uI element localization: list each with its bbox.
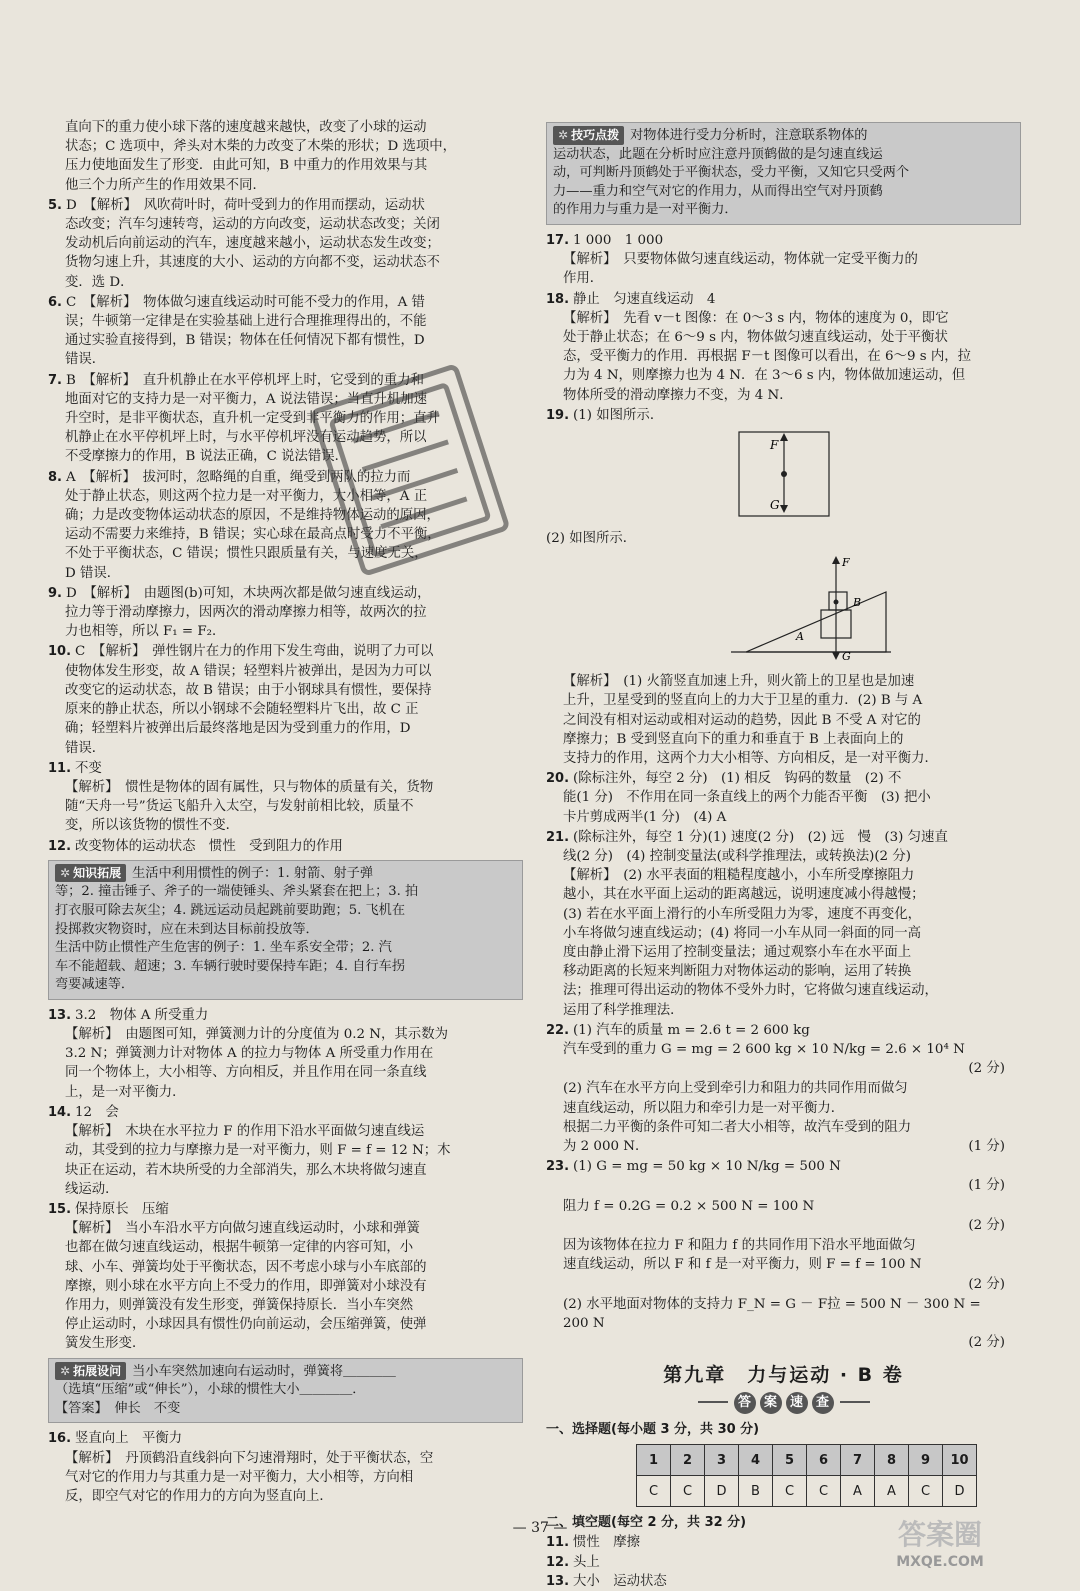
table-header-cell: 3 <box>705 1445 739 1476</box>
tip-line: 的作用力与重力是一对平衡力． <box>553 202 738 218</box>
tip-tag: ✲ 技巧点拨 <box>553 126 624 145</box>
answer-line: 直向下的重力使小球下落的速度越来越快，改变了小球的运动 <box>65 120 427 135</box>
watermark-url: MXQE.COM <box>896 1554 984 1570</box>
banner-dash <box>840 1401 870 1403</box>
answer-line: 【解析】 惯性是物体的固有属性，只与物体的质量有关，货物 <box>65 779 434 795</box>
answer-line: 块正在运动，若木块所受的力全部消失，那么木块将做匀速直 <box>65 1162 427 1178</box>
answer-line: 摩擦力；B 受到竖直向下的重力和垂直于 B 上表面向上的 <box>563 731 904 747</box>
answer-line: 9. D 【解析】 由题图(b)可知，木块两次都是做匀速直线运动， <box>48 585 431 601</box>
answer-line: 物体所受的滑动摩擦力不变，为 4 N． <box>563 387 793 403</box>
answer-item <box>546 1157 1021 1195</box>
star-icon: ✲ <box>60 865 71 880</box>
question-number: 13. <box>546 1573 570 1589</box>
table-header-cell: 1 <box>637 1445 671 1476</box>
answer-item <box>48 642 523 757</box>
tip-line: 打衣服可除去灰尘；4. 跳远运动员起跳前要助跑；5. 飞机在 <box>55 902 406 918</box>
answer-line: 通过实验直接得到，B 错误；物体在任何情况下都有惯性，D <box>65 333 425 349</box>
answer-line: 原来的静止状态，所以小钢球不会随轻塑料片飞出，故 C 正 <box>65 702 419 718</box>
answer-line: 动，其受到的拉力与摩擦力是一对平衡力，则 F = f = 12 N；木 <box>65 1143 451 1159</box>
answer-line: 停止运动时，小球因具有惯性仍向前运动，会压缩弹簧，使弹 <box>65 1317 427 1333</box>
svg-text:B: B <box>853 596 862 610</box>
answer-line: 汽车受到的重力 G = mg = 2 600 kg × 10 N/kg = 2.6 × 10⁴ N <box>563 1042 965 1058</box>
answer-line: 力为 4 N，则摩擦力也为 4 N．在 3～6 s 内，物体做加速运动，但 <box>563 368 966 384</box>
right-column <box>546 118 1021 1591</box>
answer-line: 能(1 分) 不作用在同一条直线上的两个力能否平衡 (3) 把小 <box>563 790 931 806</box>
answer-line: 6. C 【解析】 物体做匀速直线运动时可能不受力的作用，A 错 <box>48 294 425 310</box>
tip-line: 投掷救灾物资时，应在未到达目标前投放等． <box>55 921 319 937</box>
answer-table <box>636 1444 977 1507</box>
question-number: 17. <box>546 232 570 248</box>
tip-box <box>48 1358 523 1424</box>
answer-line: 力也相等，所以 F₁ = F₂． <box>65 624 226 640</box>
tip-line: ✲ 技巧点拨 对物体进行受力分析时，注意联系物体的 <box>553 126 1014 146</box>
answer-line: 【解析】 先看 v－t 图像：在 0～3 s 内，物体的速度为 0，即它 <box>563 310 949 326</box>
force-diagram-2 <box>546 552 1021 668</box>
question-number: 11. <box>48 760 72 776</box>
question-number: 5. <box>48 197 62 213</box>
answer-line: 也都在做匀速直线运动，根据牛顿第一定律的内容可知，小 <box>65 1240 414 1256</box>
fill-answer: 12. 头上 <box>546 1554 600 1570</box>
tip-line: （选填“压缩”或“伸长”），小球的惯性大小＿＿＿＿． <box>55 1382 366 1398</box>
tip-line: 运动状态，此题在分析时应注意丹顶鹤做的是匀速直线运 <box>553 146 883 162</box>
answer-item <box>48 759 523 836</box>
answer-line: 处于静止状态，则这两个拉力是一对平衡力，大小相等，A 正 <box>65 488 428 504</box>
answer-line: D 错误． <box>65 565 121 581</box>
answer-line: 17. 1 000 1 000 <box>546 232 664 248</box>
tip-box <box>48 860 523 1000</box>
question-number: 23. <box>546 1159 570 1175</box>
answer-line: 【解析】 丹顶鹤沿直线斜向下匀速滑翔时，处于平衡状态，空 <box>65 1450 434 1466</box>
answer-line: 【解析】 当小车沿水平方向做匀速直线运动时，小球和弹簧 <box>65 1221 420 1237</box>
svg-text:F: F <box>842 556 850 570</box>
tip-tag: ✲ 知识拓展 <box>55 864 126 883</box>
score-note: (1 分) <box>968 1139 1005 1155</box>
question-number: 15. <box>48 1201 72 1217</box>
section-title: 第九章 力与运动 · B 卷 <box>663 1364 904 1387</box>
answer-line: 22. (1) 汽车的质量 m = 2.6 t = 2 600 kg <box>546 1022 810 1038</box>
answer-line: 发动机后向前运动的汽车，速度越来越小，运动状态发生改变； <box>65 236 440 252</box>
figure-caption: (2) 如图所示． <box>546 531 637 546</box>
answer-line: 态改变；汽车匀速转弯，运动的方向改变，运动状态改变；关闭 <box>65 217 440 233</box>
answer-line: 球、小车、弹簧均处于平衡状态，因不考虑小球与小车底部的 <box>65 1259 427 1275</box>
answer-item <box>48 1103 523 1199</box>
answer-line: 使物体发生形变，故 A 错误；轻塑料片被弹出，是因为力可以 <box>65 663 432 679</box>
score-note: (2 分) <box>968 1335 1005 1351</box>
answer-line: 13. 3.2 物体 A 所受重力 <box>48 1007 209 1023</box>
fill-answer: 11. 惯性 摩擦 <box>546 1535 640 1551</box>
question-number: 6. <box>48 294 62 310</box>
answer-line: 运动不需要力来维持，B 错误；实心球在最高点时受力不平衡， <box>65 527 441 543</box>
table-header-cell: 9 <box>909 1445 943 1476</box>
score-note: (1 分) <box>968 1178 1005 1194</box>
table-header-cell: 2 <box>671 1445 705 1476</box>
svg-text:G: G <box>842 650 851 664</box>
table-cell: C <box>807 1476 841 1507</box>
answer-item <box>48 1429 523 1506</box>
table-header-row <box>637 1445 977 1476</box>
answer-item <box>546 672 1021 768</box>
answer-item <box>48 118 523 195</box>
question-number: 12. <box>546 1554 570 1570</box>
answer-line: 因为该物体在拉力 F 和阻力 f 的共同作用下沿水平地面做匀 <box>563 1238 916 1254</box>
left-column <box>48 118 523 1507</box>
answer-line: (2) 汽车在水平方向上受到牵引力和阻力的共同作用而做匀 <box>563 1081 908 1097</box>
answer-line: 卡片剪成两半(1 分) (4) A <box>563 809 727 825</box>
choice-heading: 一、选择题(每小题 3 分，共 30 分) <box>546 1422 760 1438</box>
answer-line: 度由静止滑下运用了控制变量法；通过观察小车在水平面上 <box>563 945 912 961</box>
answer-line: 法；推理可得出运动的物体不受外力时，它将做匀速直线运动， <box>563 983 938 999</box>
site-watermark-logo <box>840 1512 1040 1572</box>
answer-line: 16. 竖直向上 平衡力 <box>48 1431 183 1447</box>
answer-line: 货物匀速上升，其速度的大小、运动的方向都不变，运动状态不 <box>65 255 440 271</box>
table-cell: C <box>637 1476 671 1507</box>
table-cell: D <box>705 1476 739 1507</box>
answer-line: 拉力等于滑动摩擦力，因两次的滑动摩擦力相等，故两次的拉 <box>65 605 427 621</box>
answer-item <box>48 584 523 642</box>
table-header-cell: 8 <box>875 1445 909 1476</box>
question-number: 13. <box>48 1007 72 1023</box>
answer-line: 18. 静止 匀速直线运动 4 <box>546 291 716 307</box>
score-note: (2 分) <box>968 1276 1005 1292</box>
answer-item <box>546 231 1021 289</box>
banner-char: 查 <box>812 1392 834 1414</box>
answer-line: (3) 若在水平面上滑行的小车所受阻力为零，速度不再变化， <box>563 906 921 922</box>
answer-line: 确；力是改变物体运动状态的原因，不是维持物体运动的原因， <box>65 508 440 524</box>
answer-line: 变，所以该货物的惯性不变． <box>65 818 240 834</box>
tip-line: ✲ 拓展设问 当小车突然加速向右运动时，弹簧将＿＿＿＿ <box>55 1362 516 1382</box>
answer-line: 11. 不变 <box>48 760 102 776</box>
answer-line: 移动距离的长短来判断阻力对物体运动的影响，运用了转换 <box>563 964 912 980</box>
banner-char: 答 <box>734 1392 756 1414</box>
answer-line: 之间没有相对运动或相对运动的趋势，因此 B 不受 A 对它的 <box>563 712 921 728</box>
star-icon: ✲ <box>60 1363 71 1378</box>
table-cell: A <box>841 1476 875 1507</box>
answer-line: 同一个物体上，大小相等、方向相反，并且作用在同一条直线 <box>65 1065 427 1081</box>
force-diagram-1 <box>546 429 1021 525</box>
answer-line: 压力使地面发生了形变．由此可知，B 中重力的作用效果与其 <box>65 158 428 174</box>
tip-line: 弯要减速等． <box>55 977 135 993</box>
question-number: 12. <box>48 838 72 854</box>
question-number: 16. <box>48 1431 72 1447</box>
answer-item <box>546 1079 1021 1156</box>
tip-line: 等；2. 撞击锤子、斧子的一端使锤头、斧头紧套在把上；3. 拍 <box>55 884 419 900</box>
question-number: 22. <box>546 1022 570 1038</box>
answer-line: 不受摩擦力的作用，B 说法正确，C 说法错误． <box>65 449 349 465</box>
answer-line: 5. D 【解析】 风吹荷叶时，荷叶受到力的作用而摆动，运动状 <box>48 197 425 213</box>
answer-line: 19. (1) 如图所示． <box>546 407 664 423</box>
answer-line: 反，即空气对它的作用力的方向为竖直向上． <box>65 1488 333 1504</box>
answer-line: 20. (除标注外，每空 2 分) (1) 相反 钩码的数量 (2) 不 <box>546 771 902 787</box>
stamp-mark <box>305 355 515 585</box>
answer-item <box>546 406 1021 425</box>
tip-line: 力——重力和空气对它的作用力，从而得出空气对丹顶鹤 <box>553 183 883 199</box>
tip-line: 生活中防止惯性产生危害的例子：1. 坐车系安全带；2. 汽 <box>55 940 392 956</box>
table-header-cell: 4 <box>739 1445 773 1476</box>
answer-line: 错误． <box>65 740 106 756</box>
answer-line: 簧发生形变． <box>65 1336 146 1352</box>
table-cell: A <box>875 1476 909 1507</box>
answer-line: 10. C 【解析】 弹性钢片在力的作用下发生弯曲，说明了力可以 <box>48 644 434 660</box>
question-number: 19. <box>546 407 570 423</box>
answer-line: 误；牛顿第一定律是在实验基础上进行合理推理得出的，不能 <box>65 314 427 330</box>
answer-line: 线运动． <box>65 1181 119 1197</box>
question-number: 18. <box>546 291 570 307</box>
answer-item <box>546 290 1021 405</box>
answer-line: 15. 保持原长 压缩 <box>48 1201 169 1217</box>
tip-tag: ✲ 拓展设问 <box>55 1362 126 1381</box>
tip-line: ✲ 知识拓展 生活中利用惯性的例子：1. 射箭、射子弹 <box>55 864 516 884</box>
answer-line: 速直线运动，所以 F 和 f 是一对平衡力，则 F = f = 100 N <box>563 1257 922 1273</box>
svg-text:A: A <box>796 630 804 644</box>
question-number: 7. <box>48 372 62 388</box>
answer-line: 【解析】 只要物体做匀速直线运动，物体就一定受平衡力的 <box>563 252 918 268</box>
answer-line: 【解析】 (1) 火箭竖直加速上升，则火箭上的卫星也是加速 <box>563 674 915 690</box>
answer-line: 【解析】 (2) 水平表面的粗糙程度越小，小车所受摩擦阻力 <box>563 868 915 884</box>
score-note: (2 分) <box>968 1217 1005 1233</box>
star-icon: ✲ <box>558 128 569 142</box>
table-header-cell: 6 <box>807 1445 841 1476</box>
answer-line: 14. 12 会 <box>48 1104 119 1120</box>
answer-item <box>546 1295 1021 1353</box>
answer-line: 作用． <box>563 271 604 287</box>
answer-line: 【解析】 木块在水平拉力 F 的作用下沿水平面做匀速直线运 <box>65 1124 425 1140</box>
fill-heading: 二、填空题(每空 2 分，共 32 分) <box>546 1515 747 1531</box>
answer-item <box>48 1200 523 1354</box>
answer-line: 运用了科学推理法． <box>563 1002 684 1018</box>
answer-line: 为 2 000 N． (1 分) <box>546 1137 1021 1156</box>
answer-line: 7. B 【解析】 直升机静止在水平停机坪上时，它受到的重力和 <box>48 372 424 388</box>
answer-line: 气对它的作用力与其重力是一对平衡力，大小相等，方向相 <box>65 1469 414 1485</box>
answer-item <box>48 196 523 292</box>
answer-line: 8. A 【解析】 拔河时，忽略绳的自重，绳受到两队的拉力而 <box>48 469 411 485</box>
answer-line: 不处于平衡状态，C 错误；惯性只跟质量有关，与速度无关， <box>65 546 428 562</box>
answer-line: 21. (除标注外，每空 1 分)(1) 速度(2 分) (2) 远 慢 (3) 匀速直 <box>546 829 948 845</box>
answer-line: 23. (1) G = mg = 50 kg × 10 N/kg = 500 N <box>546 1159 841 1175</box>
answer-line: 处于静止状态；在 6～9 s 内，物体做匀速直线运动，处于平衡状 <box>563 329 948 345</box>
answer-item <box>546 1021 1021 1079</box>
answer-line: 地面对它的支持力是一对平衡力，A 说法错误；当直升机加速 <box>65 391 428 407</box>
answer-line: 摩擦，则小球在水平方向上不受力的作用，即弹簧对小球没有 <box>65 1278 427 1294</box>
answer-line: 上，是一对平衡力． <box>65 1084 186 1100</box>
tip-line: 车不能超载、超速；3. 车辆行驶时要保持车距；4. 自行车拐 <box>55 958 406 974</box>
question-number: 14. <box>48 1104 72 1120</box>
answer-line: 12. 改变物体的运动状态 惯性 受到阻力的作用 <box>48 838 343 854</box>
answer-line: 态，受平衡力的作用．再根据 F－t 图像可以看出，在 6～9 s 内，拉 <box>563 349 972 365</box>
watermark-text: 答案圈 <box>897 1518 983 1551</box>
answer-line: 上升，卫星受到的竖直向上的力大于卫星的重力．(2) B 与 A <box>563 693 923 709</box>
question-number: 11. <box>546 1535 570 1551</box>
answer-item <box>546 828 1021 1020</box>
answer-item <box>48 1006 523 1102</box>
answer-line: 3.2 N；弹簧测力计对物体 A 的拉力与物体 A 所受重力作用在 <box>65 1046 434 1062</box>
table-cell: C <box>773 1476 807 1507</box>
answer-item <box>546 1236 1021 1294</box>
answer-line: 他三个力所产生的作用效果不同． <box>65 177 266 193</box>
table-cell: C <box>671 1476 705 1507</box>
question-number: 21. <box>546 829 570 845</box>
answer-line: 错误． <box>65 352 106 368</box>
table-cell: C <box>909 1476 943 1507</box>
answer-line: 越小，其在水平面上运动的距离越远，说明速度减小得越慢； <box>563 887 925 903</box>
answer-line: 随“天舟一号”货运飞船升入太空，与发射前相比较，质量不 <box>65 799 414 815</box>
answer-line: 机静止在水平停机坪上时，与水平停机坪没有运动趋势，所以 <box>65 430 427 446</box>
banner-char: 速 <box>786 1392 808 1414</box>
question-number: 20. <box>546 771 570 787</box>
table-header-cell: 10 <box>943 1445 977 1476</box>
fill-answer: 13. 大小 运动状态 <box>546 1573 667 1589</box>
question-number: 10. <box>48 644 72 660</box>
score-note: (2 分) <box>968 1061 1005 1077</box>
tip-box <box>546 122 1021 225</box>
answer-line: 小车将做匀速直线运动；(4) 将同一小车从同一斜面的同一高 <box>563 925 921 941</box>
answer-line: 状态；C 选项中，斧头对木柴的力改变了木柴的形状；D 选项中， <box>65 139 457 155</box>
answer-line: 200 N <box>563 1315 605 1331</box>
table-cell: D <box>943 1476 977 1507</box>
tip-line: 动，可判断丹顶鹤处于平衡状态，受力平衡，又知它只受两个 <box>553 165 910 181</box>
table-cell: B <box>739 1476 773 1507</box>
answer-line: (2) 水平地面对物体的支持力 F_N = G － F拉 = 500 N － 300 N = <box>563 1296 981 1312</box>
answer-line: 升空时，是非平衡状态，直升机一定受到非平衡力的作用；直升 <box>65 411 440 427</box>
table-row <box>637 1476 977 1507</box>
tip-line: 【答案】 伸长 不变 <box>55 1400 181 1416</box>
answer-item <box>546 769 1021 827</box>
answer-line: 线(2 分) (4) 控制变量法(或科学推理法，或转换法)(2 分) <box>563 849 911 865</box>
table-header-cell: 7 <box>841 1445 875 1476</box>
table-header-cell: 5 <box>773 1445 807 1476</box>
banner-char: 案 <box>760 1392 782 1414</box>
answer-line: 确；轻塑料片被弹出后最终落地是因为受到重力的作用，D <box>65 721 411 737</box>
answer-line: 根据二力平衡的条件可知二者大小相等，故汽车受到的阻力 <box>563 1119 912 1135</box>
answer-line: 变．选 D． <box>65 274 134 290</box>
banner-dash <box>698 1401 728 1403</box>
question-number: 8. <box>48 469 62 485</box>
force-label-f: F <box>770 438 779 452</box>
answer-item <box>546 1197 1021 1235</box>
answer-line: 【解析】 由题图可知，弹簧测力计的分度值为 0.2 N，其示数为 <box>65 1027 448 1043</box>
answer-speed-check-banner <box>546 1391 1021 1414</box>
answer-item <box>48 837 523 856</box>
force-label-g: G <box>770 498 780 512</box>
answer-line: 阻力 f = 0.2G = 0.2 × 500 N = 100 N <box>563 1198 815 1214</box>
question-number: 9. <box>48 585 62 601</box>
answer-line: 速直线运动，所以阻力和牵引力是一对平衡力． <box>563 1100 845 1116</box>
answer-line: 作用力，则弹簧没有发生形变，弹簧保持原长．当小车突然 <box>65 1297 414 1313</box>
page-number: — 37 — <box>512 1520 568 1536</box>
answer-line: 支持力的作用，这两个力大小相等、方向相反，是一对平衡力． <box>563 751 938 767</box>
answer-line: 改变它的运动状态，故 B 错误；由于小钢球具有惯性，要保持 <box>65 682 432 698</box>
